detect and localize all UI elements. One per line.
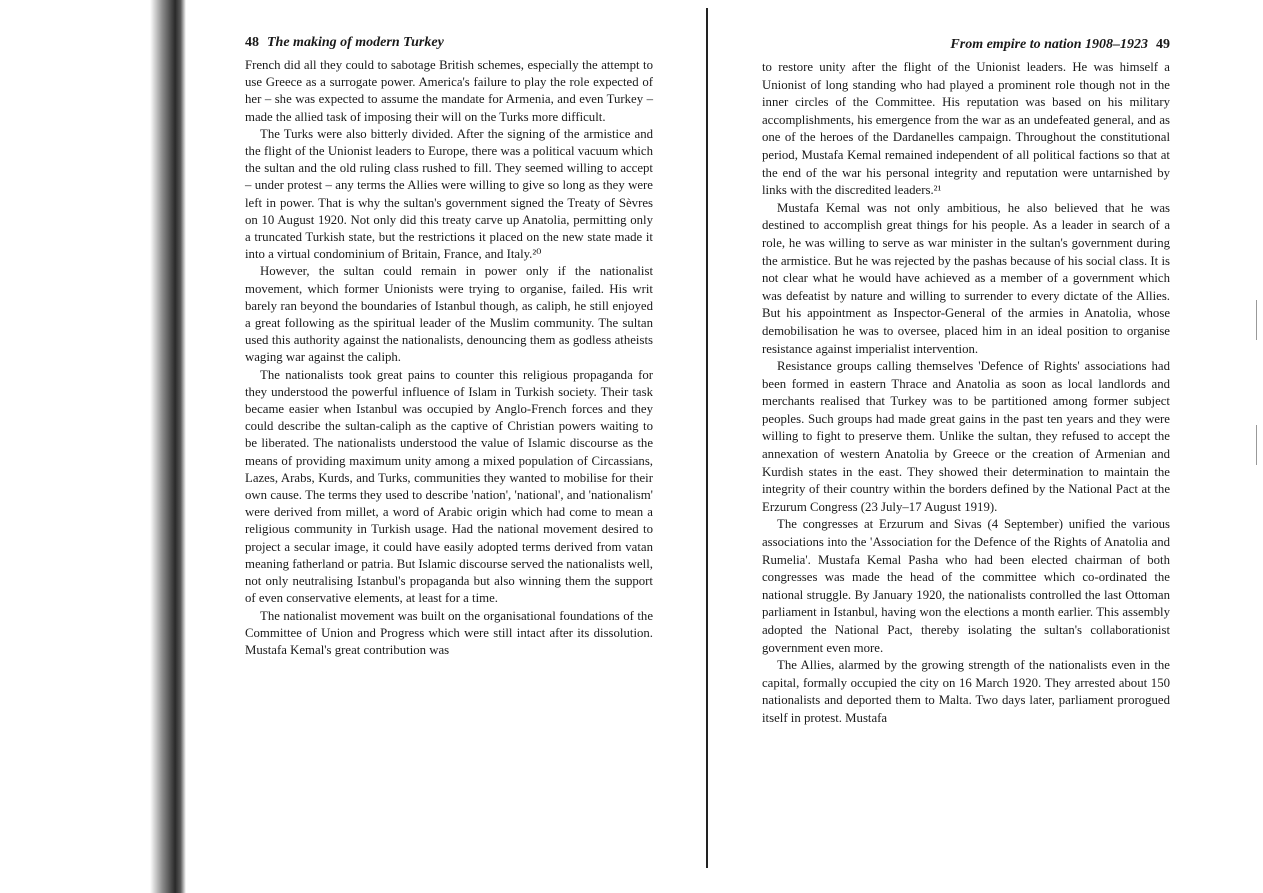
right-page-header: [762, 35, 1170, 55]
right-page: [762, 35, 1170, 728]
paragraph: However, the sultan could remain in power only if the nationalist movement, which former Unionists were trying to organise, failed. His writ barely ran beyond the boundaries of Istanbul though, as caliph, he still enjoyed a great following as the spiritual leader of the Muslim community. The sultan used this authority against the nationalists, denouncing them as godless atheists waging war against the caliph.: [245, 264, 653, 365]
paragraph: The nationalists took great pains to counter this religious propaganda for they understood the powerful influence of Islam in Turkish society. Their task became easier when Istanbul was occupied by Anglo-French forces and they could describe the sultan-caliph as the captive of Christian powers waiting to be liberated. The nationalists understood the value of Islamic discourse as the means of providing maximum unity among a mixed population of Circassians, Lazes, Arabs, Kurds, and Turks, communities they wanted to mobilise for their own cause. The terms they used to describe 'nation', 'national', and 'nationalism' were derived from millet, a word of Arabic origin which had come to mean a religious community in Turkish usage. Had the national movement desired to project a secular image, it could have easily adopted terms derived from vatan meaning fatherland or patria. But Islamic discourse served the nationalists well, not only neutralising Istanbul's propaganda but also winning them the support of even conservative elements, at least for a time.: [245, 367, 653, 606]
page-number: 49: [1156, 37, 1170, 52]
paragraph: to restore unity after the flight of the Unionist leaders. He was himself a Unionist of long standing who had played a prominent role though not in the inner circles of the Committee. His reputation was based on his military accomplishments, his emergence from the war as an undefeated general, and as one of the heroes of the Dardanelles campaign. Throughout the constitutional period, Mustafa Kemal remained independent of all political factions so that at the end of the war his personal integrity and reputation were untarnished by links with the discredited leaders.²¹: [762, 60, 1170, 198]
page-number: 48: [245, 35, 259, 50]
book-gutter-shadow: [150, 0, 186, 893]
paragraph: Resistance groups calling themselves 'Defence of Rights' associations had been formed in eastern Thrace and Anatolia as soon as local landlords and merchants realised that Turkey was to be partitioned among former subject peoples. Such groups had made great gains in the past ten years and they were willing to fight to preserve them. Unlike the sultan, they refused to accept the annexation of western Anatolia by Greece or the creation of Armenian and Kurdish states in the east. They showed their determination to maintain the integrity of their country within the borders defined by the National Pact at the Erzurum Congress (23 July–17 August 1919).: [762, 359, 1170, 514]
running-head: From empire to nation 1908–1923: [950, 37, 1148, 52]
left-page-header: [245, 33, 653, 53]
running-head: The making of modern Turkey: [267, 35, 444, 50]
left-page: [245, 33, 653, 659]
paragraph: Mustafa Kemal was not only ambitious, he also believed that he was destined to accomplish great things for his people. As a leader in search of a role, he was willing to serve as war minister in the sultan's government during the armistice. But he was rejected by the pashas because of his social class. It is not clear what he would have achieved as a member of a government which was defeatist by nature and willing to surrender to every dictate of the Allies. But his appointment as Inspector-General of the armies in Anatolia, whose demobilisation he was to oversee, placed him in an ideal position to organise resistance against imperialist intervention.: [762, 200, 1170, 356]
paragraph: The congresses at Erzurum and Sivas (4 September) unified the various associations into the 'Association for the Defence of the Rights of Anatolia and Rumelia'. Mustafa Kemal Pasha who had been elected chairman of both congresses was made the head of the committee which co-ordinated the national struggle. By January 1920, the nationalists controlled the last Ottoman parliament in Istanbul, having won the elections a month earlier. This assembly adopted the National Pact, thereby isolating the sultan's collaborationist government even more.: [762, 517, 1170, 655]
paragraph: The Allies, alarmed by the growing strength of the nationalists even in the capital, formally occupied the city on 16 March 1920. They arrested about 150 nationalists and deported them to Malta. Two days later, parliament prorogued itself in protest. Mustafa: [762, 658, 1170, 725]
page-edge-mark: [1256, 425, 1257, 465]
paragraph: The nationalist movement was built on the organisational foundations of the Committee of Union and Progress which were still intact after its dissolution. Mustafa Kemal's great contribution was: [245, 608, 653, 657]
paragraph: French did all they could to sabotage British schemes, especially the attempt to use Greece as a surrogate power. America's failure to play the role expected of her – she was expected to assume the mandate for Armenia, and even Turkey – made the allied task of imposing their will on the Turks more difficult.: [245, 58, 653, 124]
paragraph: The Turks were also bitterly divided. After the signing of the armistice and the flight of the Unionist leaders to Europe, there was a political vacuum which the sultan and the old ruling class rushed to fill. They seemed willing to accept – under protest – any terms the Allies were willing to give so long as they were left in power. That is why the sultan's government signed the Treaty of Sèvres on 10 August 1920. Not only did this treaty carve up Anatolia, permitting only a truncated Turkish state, but the restrictions it placed on the new state made it into a virtual condominium of Britain, France, and Italy.²⁰: [245, 126, 653, 262]
page-edge-mark: [1256, 300, 1257, 340]
page-spine-divider: [706, 8, 708, 868]
